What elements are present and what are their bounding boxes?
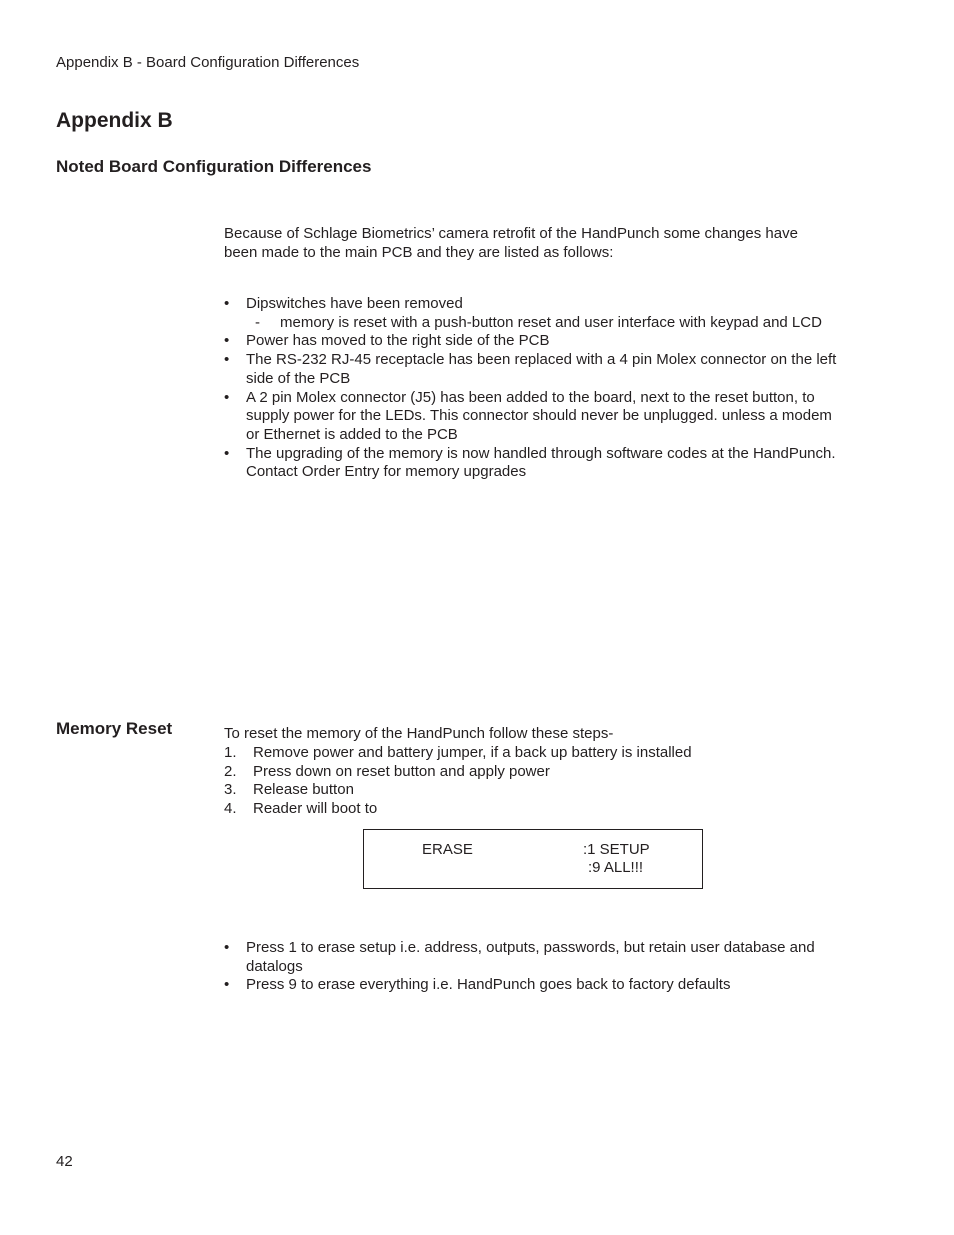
intro-paragraph: Because of Schlage Biometrics’ camera retrofit of the HandPunch some changes have been made to the main PCB and they are listed as follows: (224, 225, 798, 261)
step-item (224, 763, 692, 782)
step-text: Reader will boot to (253, 800, 378, 818)
list-item (224, 295, 838, 332)
page-number: 42 (56, 1153, 73, 1170)
step-number: 1. (224, 744, 237, 761)
sub-list-item (253, 314, 838, 333)
config-changes-list (224, 295, 838, 482)
bullet-icon: • (224, 295, 230, 312)
step-item (224, 744, 692, 763)
bullet-icon: • (224, 351, 230, 369)
list-item-text: Dipswitches have been removed (246, 295, 463, 312)
list-item (224, 332, 838, 351)
bullet-icon: • (224, 939, 230, 956)
step-item (224, 781, 692, 800)
lcd-display-box (363, 829, 703, 889)
bullet-icon: • (224, 332, 230, 350)
running-header: Appendix B - Board Configuration Differences (56, 54, 360, 71)
step-text: Release button (253, 781, 354, 799)
step-number: 3. (224, 781, 237, 799)
step-item (224, 800, 692, 819)
memory-reset-heading: Memory Reset (56, 719, 173, 738)
lcd-option-all: :9 ALL!!! (588, 859, 644, 876)
list-item-text: Press 9 to erase everything i.e. HandPunch goes back to factory defaults (246, 976, 731, 994)
list-item (224, 939, 838, 976)
list-item (224, 445, 838, 482)
dash-icon: - (255, 313, 260, 331)
appendix-title: Appendix B (56, 109, 173, 132)
memory-reset-intro: To reset the memory of the HandPunch follow these steps- (224, 725, 614, 742)
list-item (224, 389, 838, 445)
list-item-text: Press 1 to erase setup i.e. address, outputs, passwords, but retain user database and datalogs (246, 939, 815, 975)
sub-list-item-text: memory is reset with a push-button reset and user interface with keypad and LCD (280, 313, 822, 331)
list-item-text: A 2 pin Molex connector (J5) has been added to the board, next to the reset button, to supply power for the LEDs. This connector should never be unplugged. unless a modem or Ethernet is added to the PCB (246, 388, 832, 443)
step-number: 2. (224, 762, 237, 780)
bullet-icon: • (224, 388, 230, 406)
erase-options-list (224, 939, 838, 995)
list-item-text: Power has moved to the right side of the PCB (246, 332, 550, 350)
list-item (224, 351, 838, 388)
lcd-option-setup: :1 SETUP (583, 841, 650, 858)
reset-steps-list (224, 744, 692, 819)
step-text: Remove power and battery jumper, if a back up battery is installed (253, 744, 692, 761)
step-number: 4. (224, 800, 237, 818)
list-item-text: The RS-232 RJ-45 receptacle has been replaced with a 4 pin Molex connector on the left side of the PCB (246, 351, 837, 387)
list-item-text: The upgrading of the memory is now handled through software codes at the HandPunch. Contact Order Entry for memory upgrades (246, 444, 836, 481)
lcd-erase-label: ERASE (422, 841, 473, 858)
bullet-icon: • (224, 976, 230, 994)
list-item (224, 976, 838, 995)
bullet-icon: • (224, 444, 230, 462)
section-title: Noted Board Configuration Differences (56, 157, 372, 176)
step-text: Press down on reset button and apply power (253, 762, 550, 780)
